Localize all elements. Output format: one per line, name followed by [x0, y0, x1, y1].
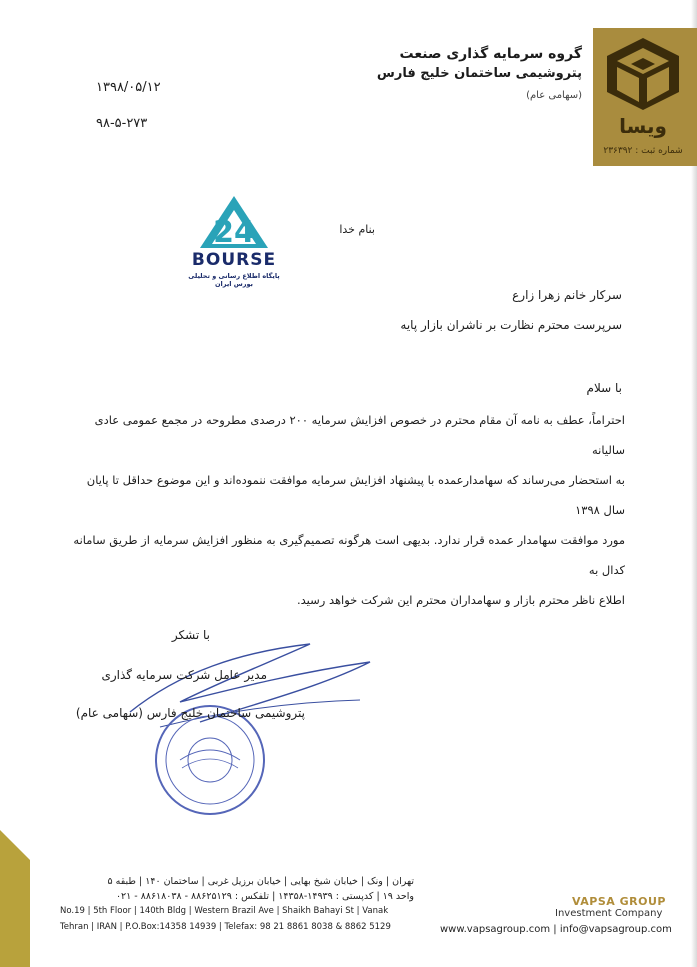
recipient-name: سرکار خانم زهرا زارع	[512, 288, 622, 302]
company-logo	[593, 28, 697, 166]
gold-corner-icon	[0, 830, 30, 967]
footer-address-en-1: No.19 | 5th Floor | 140th Bldg | Western Brazil Ave | Shaikh Bahayi St | Vanak	[60, 906, 389, 916]
bourse-watermark	[184, 192, 284, 292]
closing: با تشکر	[171, 628, 210, 642]
body-line: اطلاع ناظر محترم بازار و سهامداران محترم این شرکت خواهد رسید.	[296, 593, 625, 607]
bourse-numeral: 24	[213, 215, 255, 250]
footer-address-fa-2: واحد ۱۹ | کدپستی : ۱۴۹۳۹-۱۴۳۵۸ | تلفکس : ۸۸۶۲۵۱۲۹ - ۸۸۶۱۸۰۳۸ - ۰۲۱	[115, 891, 414, 902]
footer-brand: VAPSA GROUP	[572, 895, 666, 908]
letter-body	[65, 405, 625, 615]
body-line: مورد موافقت سهامدار عمده قرار ندارد. بدیهی است هرگونه تصمیم‌گیری به منظور افزایش سرمایه از طریق سامانه کدال به	[73, 533, 625, 577]
signatory-title: مدیر عامل شرکت سرمایه گذاری	[101, 668, 267, 682]
letter-date: ۱۳۹۸/۰۵/۱۲	[96, 80, 161, 95]
footer-address-fa-1: تهران | ونک | خیابان شیخ بهایی | خیابان برزیل غربی | ساختمان ۱۴۰ | طبقه ۵	[107, 876, 414, 887]
signatory-company: پتروشیمی ساختمان خلیج فارس (سهامی عام)	[75, 706, 305, 720]
greeting: با سلام	[586, 381, 622, 395]
invocation: بنام خدا	[339, 223, 375, 236]
company-name-line1: گروه سرمایه گذاری صنعت	[399, 46, 582, 62]
bourse-subtitle: پایگاه اطلاع رسانی و تحلیلی بورس ایران	[188, 272, 280, 288]
bourse-brand: BOURSE	[191, 250, 277, 270]
footer-web: www.vapsagroup.com | info@vapsagroup.com	[440, 924, 672, 935]
company-type: (سهامی عام)	[526, 90, 582, 101]
company-name-line2: پتروشیمی ساختمان خلیج فارس	[376, 66, 582, 81]
logo-word: ویسا	[619, 114, 667, 138]
body-line: به استحضار می‌رساند که سهامدارعمده با پیشنهاد افزایش سرمایه موافقت ننموده‌اند و این موضوع حداقل تا پایان سال ۱۳۹۸	[86, 473, 625, 517]
letter-number: ۹۸-۵-۲۷۳	[96, 116, 148, 131]
footer-brand-sub: Investment Company	[555, 908, 663, 919]
footer-address-en-2: Tehran | IRAN | P.O.Box:14358 14939 | Telefax: 98 21 8861 8038 & 8862 5129	[60, 922, 391, 932]
registration-number: شماره ثبت : ۲۳۶۳۹۲	[603, 146, 683, 156]
body-line: احتراماً، عطف به نامه آن مقام محترم در خصوص افزایش سرمایه ۲۰۰ درصدی مطروحه در مجمع عمومی عادی سالیانه	[94, 413, 625, 457]
cube-logo-icon	[599, 34, 687, 114]
bourse-24-icon	[184, 192, 284, 252]
recipient-title: سرپرست محترم نظارت بر ناشران بازار پایه	[400, 318, 622, 332]
